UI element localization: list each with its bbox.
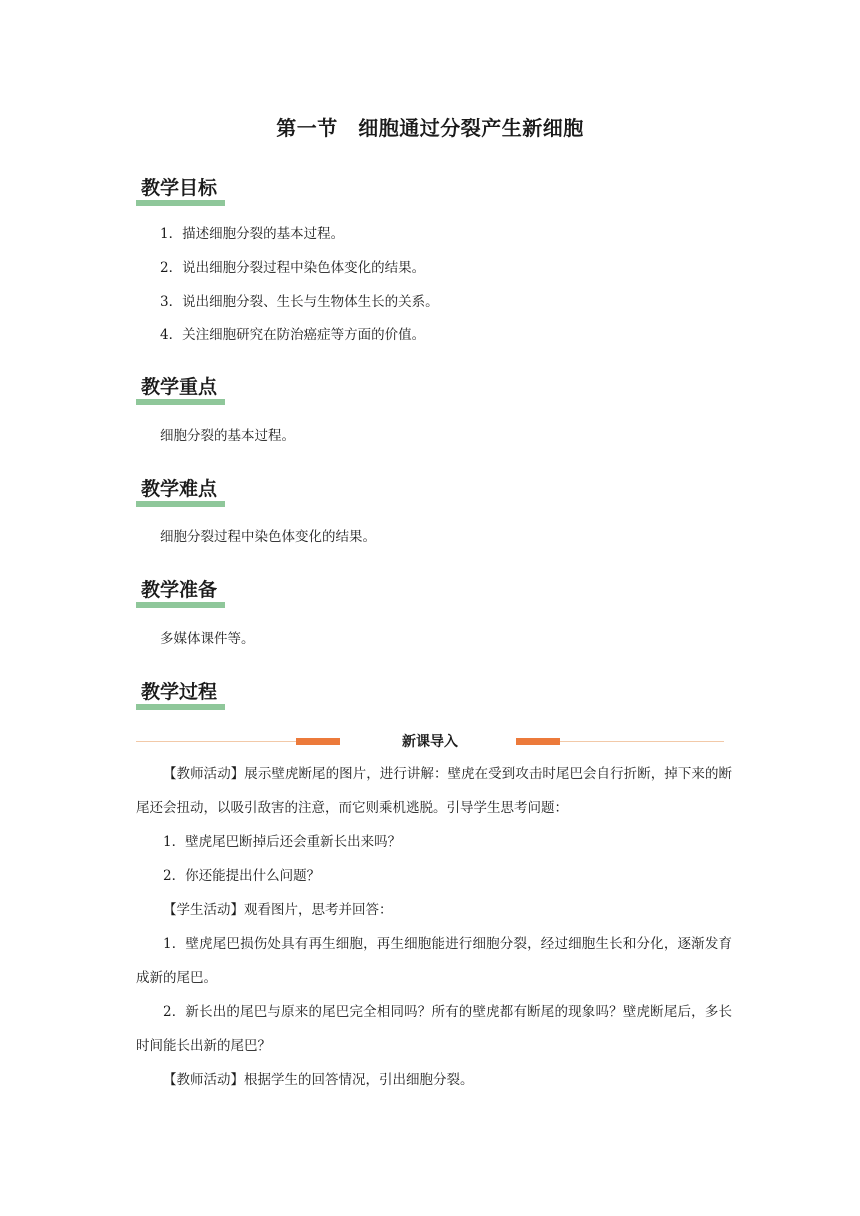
heading-process (136, 680, 218, 710)
preparation-text: 多媒体课件等。 (160, 631, 255, 647)
heading-label: 教学难点 (141, 478, 218, 500)
heading-objectives (136, 176, 218, 206)
divider-label: 新课导入 (402, 734, 458, 750)
heading-underline (136, 200, 225, 206)
page-title: 第一节 细胞通过分裂产生新细胞 (276, 116, 584, 140)
heading-label: 教学过程 (141, 681, 218, 703)
objective-item-4: 4．关注细胞研究在防治癌症等方面的价值。 (160, 327, 426, 343)
heading-label: 教学重点 (141, 376, 218, 398)
objective-item-2: 2．说出细胞分裂过程中染色体变化的结果。 (160, 260, 426, 276)
heading-key-points (136, 375, 218, 405)
heading-label: 教学准备 (141, 579, 218, 601)
heading-underline (136, 704, 225, 710)
heading-underline (136, 399, 225, 405)
heading-underline (136, 501, 225, 507)
heading-label: 教学目标 (141, 177, 218, 199)
process-paragraph-3: 2．你还能提出什么问题？ (163, 868, 321, 884)
process-paragraph-1: 【教师活动】展示壁虎断尾的图片，进行讲解：壁虎在受到攻击时尾巴会自行折断，掉下来的断尾还会扭动，以吸引敌害的注意，而它则乘机逃脱。引导学生思考问题： (136, 766, 732, 816)
key-points-text: 细胞分裂的基本过程。 (160, 428, 295, 444)
objective-item-3: 3．说出细胞分裂、生长与生物体生长的关系。 (160, 294, 439, 310)
process-paragraph-2: 1．壁虎尾巴断掉后还会重新长出来吗？ (163, 834, 402, 850)
process-paragraph-4: 【学生活动】观看图片，思考并回答： (163, 902, 393, 918)
difficulties-text: 细胞分裂过程中染色体变化的结果。 (160, 529, 376, 545)
heading-underline (136, 602, 225, 608)
heading-difficulties (136, 477, 218, 507)
heading-preparation (136, 578, 218, 608)
objective-item-1: 1．描述细胞分裂的基本过程。 (160, 226, 345, 242)
section-divider (136, 732, 724, 752)
process-paragraph-6: 2．新长出的尾巴与原来的尾巴完全相同吗？所有的壁虎都有断尾的现象吗？壁虎断尾后，多长时间能长出新的尾巴？ (136, 1004, 732, 1054)
process-paragraph-7: 【教师活动】根据学生的回答情况，引出细胞分裂。 (163, 1072, 474, 1088)
process-paragraph-5: 1．壁虎尾巴损伤处具有再生细胞，再生细胞能进行细胞分裂，经过细胞生长和分化，逐渐发育成新的尾巴。 (136, 936, 732, 986)
